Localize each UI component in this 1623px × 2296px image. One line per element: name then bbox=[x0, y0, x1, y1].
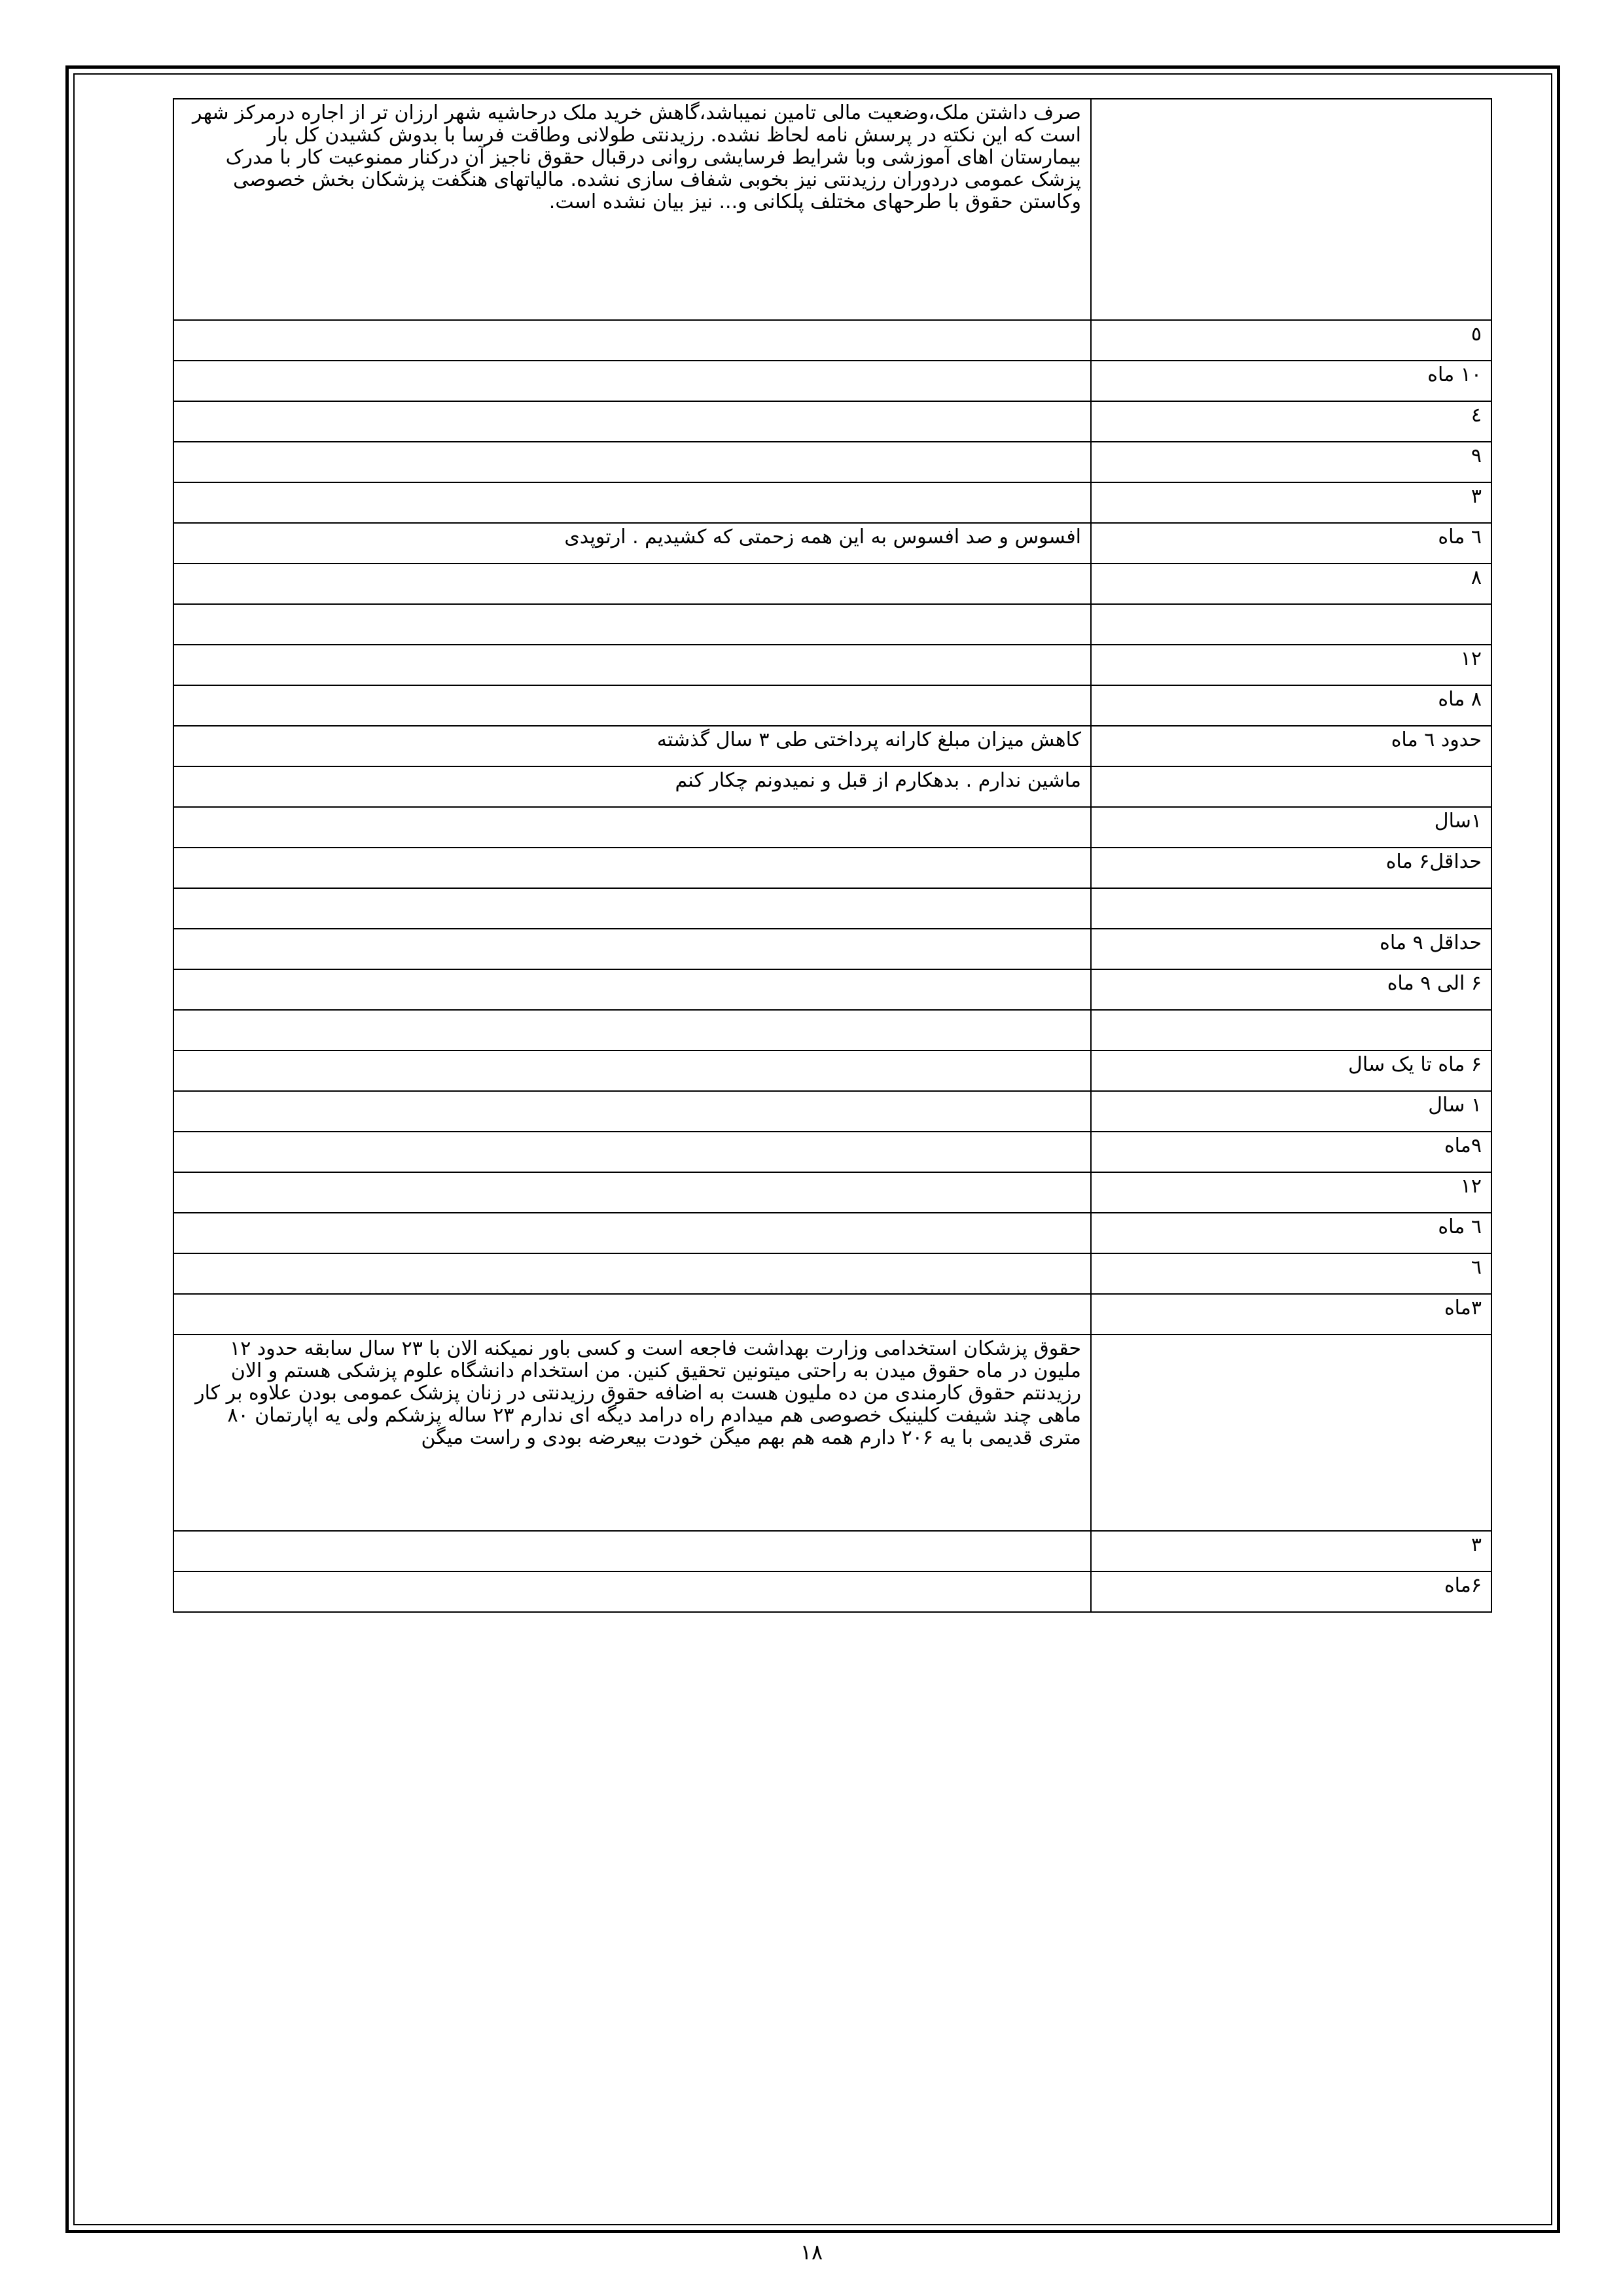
duration-cell: ۳ bbox=[1091, 1531, 1491, 1571]
comment-cell bbox=[173, 1294, 1091, 1335]
survey-responses-table bbox=[173, 98, 1492, 1613]
duration-cell: ۱۲ bbox=[1091, 645, 1491, 685]
duration-cell: حداقل۶ ماه bbox=[1091, 848, 1491, 888]
table-row bbox=[173, 99, 1491, 320]
comment-cell bbox=[173, 1571, 1091, 1612]
comment-cell: صرف داشتن ملک،وضعیت مالی تامین نمیباشد،گاهش خرید ملک درحاشیه شهر ارزان تر از اجاره درمرکز شهر است که این نکته در پرسش نامه لحاظ نشده. رزیدنتی طولانی وطاقت فرسا با بدوش کشیدن کل بار بیمارستان اهای آموزشی وبا شرایط فرسایشی روانی درقبال حقوق ناجیز آن درکنار ممنوعیت کار با مدرک پزشک عمومی دردوران رزیدنتی نیز بخوبی شفاف سازی نشده. مالیاتهای هنگفت پزشکان بخش خصوصی وکاستن حقوق با طرحهای مختلف پلکانی و... نیز بیان نشده است. bbox=[173, 99, 1091, 320]
duration-cell: ۶ ماه تا یک سال bbox=[1091, 1050, 1491, 1091]
table-row bbox=[173, 604, 1491, 645]
table-row bbox=[173, 1335, 1491, 1531]
comment-cell bbox=[173, 1253, 1091, 1294]
duration-cell: ۸ bbox=[1091, 564, 1491, 604]
table-row bbox=[173, 726, 1491, 766]
comment-cell: افسوس و صد افسوس به این همه زحمتی که کشیدیم . ارتوپدی bbox=[173, 523, 1091, 564]
table-row bbox=[173, 969, 1491, 1010]
table-row bbox=[173, 1172, 1491, 1213]
duration-cell: ٦ ماه bbox=[1091, 523, 1491, 564]
comment-cell bbox=[173, 1531, 1091, 1571]
duration-cell bbox=[1091, 604, 1491, 645]
duration-cell: ٥ bbox=[1091, 320, 1491, 361]
table-row bbox=[173, 1132, 1491, 1172]
table-row bbox=[173, 523, 1491, 564]
page-number: ۱۸ bbox=[800, 2240, 823, 2265]
duration-cell: ۱۰ ماه bbox=[1091, 361, 1491, 401]
comment-cell bbox=[173, 482, 1091, 523]
comment-cell bbox=[173, 685, 1091, 726]
comment-cell bbox=[173, 1132, 1091, 1172]
comment-cell bbox=[173, 604, 1091, 645]
table-row bbox=[173, 361, 1491, 401]
comment-cell bbox=[173, 1091, 1091, 1132]
duration-cell: ٦ bbox=[1091, 1253, 1491, 1294]
duration-cell: ۳ماه bbox=[1091, 1294, 1491, 1335]
duration-cell: ۱۲ bbox=[1091, 1172, 1491, 1213]
duration-cell: حدود ٦ ماه bbox=[1091, 726, 1491, 766]
duration-cell: ۶ الی ۹ ماه bbox=[1091, 969, 1491, 1010]
table-row bbox=[173, 401, 1491, 442]
table-row bbox=[173, 766, 1491, 807]
comment-cell bbox=[173, 807, 1091, 848]
comment-cell bbox=[173, 645, 1091, 685]
comment-cell: ماشین ندارم . بدهکارم از قبل و نمیدونم چکار کنم bbox=[173, 766, 1091, 807]
duration-cell: ۸ ماه bbox=[1091, 685, 1491, 726]
comment-cell bbox=[173, 848, 1091, 888]
table-row bbox=[173, 888, 1491, 929]
duration-cell: ۱سال bbox=[1091, 807, 1491, 848]
duration-cell bbox=[1091, 766, 1491, 807]
comment-cell bbox=[173, 564, 1091, 604]
comment-cell bbox=[173, 442, 1091, 482]
table-row bbox=[173, 645, 1491, 685]
duration-cell: ٦ ماه bbox=[1091, 1213, 1491, 1253]
table-row bbox=[173, 929, 1491, 969]
comment-cell: کاهش میزان مبلغ کارانه پرداختی طی ۳ سال گذشته bbox=[173, 726, 1091, 766]
table-row bbox=[173, 482, 1491, 523]
table-row bbox=[173, 1571, 1491, 1612]
duration-cell bbox=[1091, 1335, 1491, 1531]
table-body bbox=[173, 99, 1491, 1612]
comment-cell bbox=[173, 1010, 1091, 1050]
comment-cell bbox=[173, 888, 1091, 929]
table-row bbox=[173, 442, 1491, 482]
duration-cell bbox=[1091, 1010, 1491, 1050]
comment-cell: حقوق پزشکان استخدامی وزارت بهداشت فاجعه است و کسی باور نمیکنه الان با ۲۳ سال سابقه حدود ۱۲ ملیون در ماه حقوق میدن به راحتی میتونین تحقیق کنین. من استخدام دانشگاه علوم پزشکی هستم و الان رزیدنتم حقوق کارمندی من ده ملیون هست به اضافه حقوق رزیدنتی در زنان پزشک عمومی بودن علاوه بر کار ماهی چند شیفت کلینیک خصوصی هم میدادم راه درامد دیگه ای ندارم ۲۳ ساله پزشکم ولی یه اپارتمان ۸۰ متری قدیمی با یه ۲۰۶ دارم همه هم بهم میگن خودت بیعرضه بودی و راست میگن bbox=[173, 1335, 1091, 1531]
duration-cell bbox=[1091, 99, 1491, 320]
table-row bbox=[173, 807, 1491, 848]
duration-cell: ۹ bbox=[1091, 442, 1491, 482]
comment-cell bbox=[173, 361, 1091, 401]
duration-cell: ۶ماه bbox=[1091, 1571, 1491, 1612]
comment-cell bbox=[173, 969, 1091, 1010]
comment-cell bbox=[173, 320, 1091, 361]
table-row bbox=[173, 564, 1491, 604]
table-row bbox=[173, 1253, 1491, 1294]
duration-cell bbox=[1091, 888, 1491, 929]
table-row bbox=[173, 320, 1491, 361]
comment-cell bbox=[173, 1213, 1091, 1253]
table-row bbox=[173, 1531, 1491, 1571]
duration-cell: حداقل ۹ ماه bbox=[1091, 929, 1491, 969]
table-row bbox=[173, 1294, 1491, 1335]
duration-cell: ۱ سال bbox=[1091, 1091, 1491, 1132]
duration-cell: ۹ماه bbox=[1091, 1132, 1491, 1172]
table-row bbox=[173, 1091, 1491, 1132]
table-row bbox=[173, 1050, 1491, 1091]
table-row bbox=[173, 1010, 1491, 1050]
comment-cell bbox=[173, 401, 1091, 442]
table-row bbox=[173, 1213, 1491, 1253]
table-row bbox=[173, 848, 1491, 888]
comment-cell bbox=[173, 1050, 1091, 1091]
duration-cell: ٤ bbox=[1091, 401, 1491, 442]
comment-cell bbox=[173, 1172, 1091, 1213]
table-row bbox=[173, 685, 1491, 726]
duration-cell: ۳ bbox=[1091, 482, 1491, 523]
comment-cell bbox=[173, 929, 1091, 969]
